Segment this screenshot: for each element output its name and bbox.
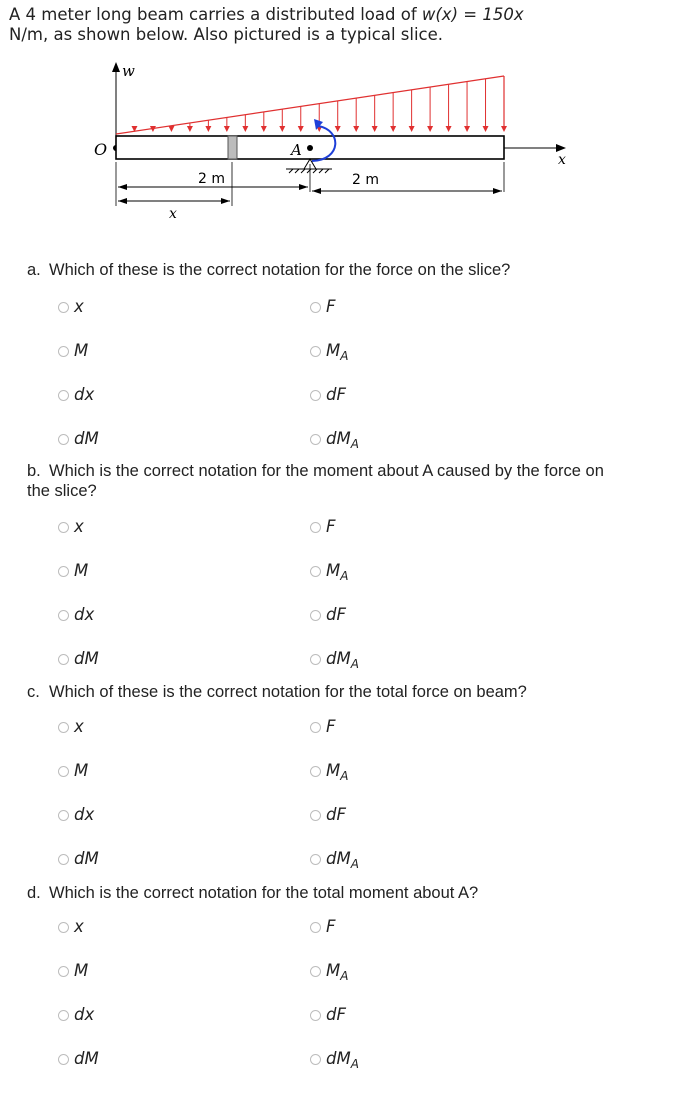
question-d-text: Which is the correct notation for the total moment about A? [49,884,479,902]
q-c-option-dM[interactable]: dM [58,850,99,868]
radio-button[interactable] [310,434,321,445]
radio-button[interactable] [58,390,69,401]
q-a-option-MA[interactable]: $M_A$ [310,342,348,360]
q-b-option-M[interactable]: M [58,562,88,580]
radio-button[interactable] [58,1054,69,1065]
radio-button[interactable] [58,654,69,665]
radio-button[interactable] [310,810,321,821]
radio-button[interactable] [310,390,321,401]
radio-button[interactable] [310,566,321,577]
q-a-option-dMA[interactable]: $dM_A$ [310,430,359,448]
radio-button[interactable] [310,302,321,313]
question-c [27,682,627,702]
question-c-text: Which of these is the correct notation for the total force on beam? [49,683,527,701]
load-arrow-head [427,126,433,132]
q-c-option-x[interactable]: x [58,718,84,736]
radio-button[interactable] [58,854,69,865]
q-c-option-F[interactable]: F [310,718,336,736]
q-d-option-dM[interactable]: dM [58,1050,99,1068]
question-a [27,260,627,280]
x-axis-arrowhead [556,144,566,152]
load-arrow-head [353,126,359,132]
load-top-line [116,76,504,134]
load-arrow-head [298,126,304,132]
q-d-option-dMA[interactable]: $dM_A$ [310,1050,359,1068]
q-a-option-dx[interactable]: dx [58,386,94,404]
origin-label: O [94,140,108,159]
slice-position-label: x [169,206,177,218]
q-a-option-F[interactable]: F [310,298,336,316]
q-b-option-dF[interactable]: dF [310,606,346,624]
q-b-option-F[interactable]: F [310,518,336,536]
radio-button[interactable] [310,522,321,533]
radio-button[interactable] [310,854,321,865]
question-d-label: d. [27,884,41,902]
q-c-option-M[interactable]: M [58,762,88,780]
q-b-option-dM[interactable]: dM [58,650,99,668]
load-arrow-head [335,126,341,132]
q-a-option-dM[interactable]: dM [58,430,99,448]
question-c-label: c. [27,683,40,701]
question-d [27,883,627,903]
radio-button[interactable] [58,610,69,621]
radio-button[interactable] [310,1054,321,1065]
radio-button[interactable] [58,722,69,733]
load-arrow-head [501,126,507,132]
beam-slice [228,136,237,159]
x-axis-label: x [558,152,566,168]
radio-button[interactable] [310,922,321,933]
load-arrow-head [261,126,267,132]
q-c-option-MA[interactable]: $M_A$ [310,762,348,780]
q-b-option-dMA[interactable]: $dM_A$ [310,650,359,668]
problem-line-2: N/m, as shown below. Also pictured is a typical slice. [9,25,444,44]
q-b-option-x[interactable]: x [58,518,84,536]
dim-right-label: 2 m [352,172,379,188]
question-a-text: Which of these is the correct notation for the force on the slice? [49,261,511,279]
q-d-option-M[interactable]: M [58,962,88,980]
load-arrow-head [242,126,248,132]
load-arrow-head [205,126,211,132]
load-arrow-head [483,126,489,132]
problem-statement [9,5,524,45]
q-c-option-dMA[interactable]: $dM_A$ [310,850,359,868]
load-arrow-head [409,126,415,132]
load-formula: w(x) = 150x [421,5,524,24]
q-b-option-MA[interactable]: $M_A$ [310,562,348,580]
radio-button[interactable] [58,302,69,313]
radio-button[interactable] [58,966,69,977]
q-d-option-MA[interactable]: $M_A$ [310,962,348,980]
radio-button[interactable] [58,434,69,445]
q-c-option-dx[interactable]: dx [58,806,94,824]
q-d-option-dx[interactable]: dx [58,1006,94,1024]
radio-button[interactable] [58,346,69,357]
w-axis-label: w [122,62,135,80]
radio-button[interactable] [310,1010,321,1021]
radio-button[interactable] [58,566,69,577]
dim-left-label: 2 m [198,171,225,187]
support-hatch [289,169,329,173]
problem-line-1 [9,5,524,25]
w-axis-arrowhead [112,62,120,72]
radio-button[interactable] [310,766,321,777]
q-a-option-x[interactable]: x [58,298,84,316]
radio-button[interactable] [310,966,321,977]
radio-button[interactable] [310,654,321,665]
q-a-option-dF[interactable]: dF [310,386,346,404]
q-d-option-x[interactable]: x [58,918,84,936]
question-b-text: Which is the correct notation for the moment about A caused by the force on the slice? [27,462,604,500]
load-arrow-head [168,126,174,132]
radio-button[interactable] [58,522,69,533]
q-c-option-dF[interactable]: dF [310,806,346,824]
q-b-option-dx[interactable]: dx [58,606,94,624]
load-arrow-head [279,126,285,132]
radio-button[interactable] [58,922,69,933]
q-d-option-dF[interactable]: dF [310,1006,346,1024]
radio-button[interactable] [310,722,321,733]
q-d-option-F[interactable]: F [310,918,336,936]
load-arrow-head [372,126,378,132]
radio-button[interactable] [310,346,321,357]
question-b [27,461,627,501]
point-a-dot [307,145,313,151]
beam-diagram [80,58,600,218]
radio-button[interactable] [58,766,69,777]
q-a-option-M[interactable]: M [58,342,88,360]
radio-button[interactable] [58,810,69,821]
problem-text-1: A 4 meter long beam carries a distributed load of [9,5,422,24]
load-arrow-head [464,126,470,132]
load-arrow-head [187,126,193,132]
question-a-label: a. [27,261,41,279]
load-arrow-head [446,126,452,132]
question-b-label: b. [27,462,41,480]
radio-button[interactable] [310,610,321,621]
load-arrow-head [224,126,230,132]
radio-button[interactable] [58,1010,69,1021]
load-arrow-head [390,126,396,132]
point-a-label: A [291,141,302,159]
